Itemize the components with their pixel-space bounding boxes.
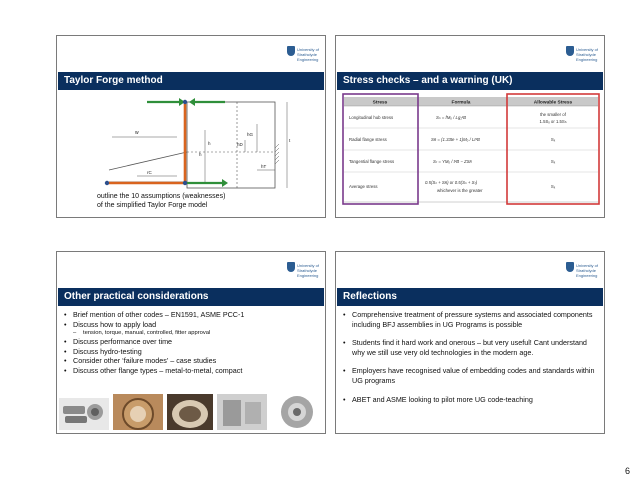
crest-icon [287, 46, 295, 56]
list-item: • Discuss how to apply load [64, 319, 157, 329]
slide-3 [56, 251, 326, 434]
stress-table [341, 92, 601, 216]
svg-text:rC: rC [147, 170, 152, 175]
svg-text:0.5(Sₕ + Sʀ) or 0.5(Sₕ + Sₜ): 0.5(Sₕ + Sʀ) or 0.5(Sₕ + Sₜ) [425, 180, 478, 185]
svg-text:Tangential flange stress: Tangential flange stress [349, 159, 395, 164]
svg-text:Longitudinal hub stress: Longitudinal hub stress [349, 115, 394, 120]
list-item: • Comprehensive treatment of pressure systems and associated components including BFJ assemblies in UG Programs is possible [343, 310, 593, 329]
svg-text:Average stress: Average stress [349, 184, 378, 189]
svg-text:Sₕ = fMₒ / Lg₁²B: Sₕ = fMₒ / Lg₁²B [436, 115, 466, 120]
list-sub-item: – tension, torque, manual, controlled, fitter approval [73, 330, 211, 337]
list-item: • Brief mention of other codes – EN1591, ASME PCC-1 [64, 310, 245, 319]
slide-title-bar [58, 288, 324, 306]
svg-text:h: h [208, 141, 211, 146]
crest-icon [566, 46, 574, 56]
slide-title: Reflections [343, 291, 397, 302]
list-item: • Discuss hydro-testing [64, 346, 142, 356]
slide-title-bar [58, 72, 324, 90]
slide-1 [56, 35, 326, 218]
slide-title: Stress checks – and a warning (UK) [343, 75, 513, 86]
university-logo: University of Strathclyde Engineering [287, 262, 321, 286]
svg-text:hD: hD [237, 142, 243, 147]
slide-title-bar [337, 288, 603, 306]
list-item: • Students find it hard work and onerous – but very useful! Cant understand why we still use very old technologies in the modern age. [343, 338, 587, 357]
svg-text:Sʀ = (1.33te + 1)Mₒ / Lt²B: Sʀ = (1.33te + 1)Mₒ / Lt²B [431, 137, 480, 142]
taylor-forge-diagram [87, 90, 302, 190]
list-item: • ABET and ASME looking to pilot more UG code-teaching [343, 394, 533, 404]
bullet-list [63, 310, 319, 376]
flange-photos [59, 392, 323, 432]
svg-text:Sₜ = YMₒ / t²B − ZSʀ: Sₜ = YMₒ / t²B − ZSʀ [433, 159, 472, 164]
university-logo: University of Strathclyde Engineering [566, 262, 600, 286]
svg-text:hT: hT [261, 164, 267, 169]
svg-text:Allowable Stress: Allowable Stress [533, 100, 573, 106]
svg-text:Stress: Stress [372, 100, 388, 106]
svg-text:Radial flange stress: Radial flange stress [349, 137, 387, 142]
list-item: • Consider other ‘failure modes’ – case studies [64, 356, 217, 366]
slide-title: Taylor Forge method [64, 75, 163, 86]
svg-text:Sₓ: Sₓ [550, 137, 556, 142]
svg-text:t: t [289, 138, 291, 143]
svg-text:h: h [199, 152, 202, 157]
slide-4 [335, 251, 605, 434]
svg-text:w: w [135, 130, 139, 136]
list-item: • Employers have recognised value of embedding codes and standards within UG programs [343, 366, 595, 385]
bullet-list [342, 310, 598, 413]
svg-text:Formula: Formula [451, 100, 471, 106]
university-logo: University of Strathclyde Engineering [287, 46, 321, 70]
slide-2 [335, 35, 605, 218]
crest-icon [287, 262, 295, 272]
slide-title: Other practical considerations [64, 291, 209, 302]
page-number: 6 [625, 466, 631, 476]
svg-text:whichever is the greater: whichever is the greater [437, 188, 483, 193]
svg-text:Sₓ: Sₓ [550, 184, 556, 189]
diagram-caption: outline the 10 assumptions (weaknesses) of the simplified Taylor Forge model [97, 193, 226, 209]
svg-text:Sₓ: Sₓ [550, 159, 556, 164]
svg-text:hG: hG [247, 132, 254, 137]
svg-text:the smaller of: the smaller of [540, 112, 566, 117]
list-item: • Discuss other flange types – metal-to-metal, compact [64, 365, 243, 375]
university-logo: University of Strathclyde Engineering [566, 46, 600, 70]
crest-icon [566, 262, 574, 272]
svg-text:1.5Sₓ or 1.5Sₙ: 1.5Sₓ or 1.5Sₙ [539, 119, 567, 124]
slide-title-bar [337, 72, 603, 90]
list-item: • Discuss performance over time [64, 337, 173, 347]
